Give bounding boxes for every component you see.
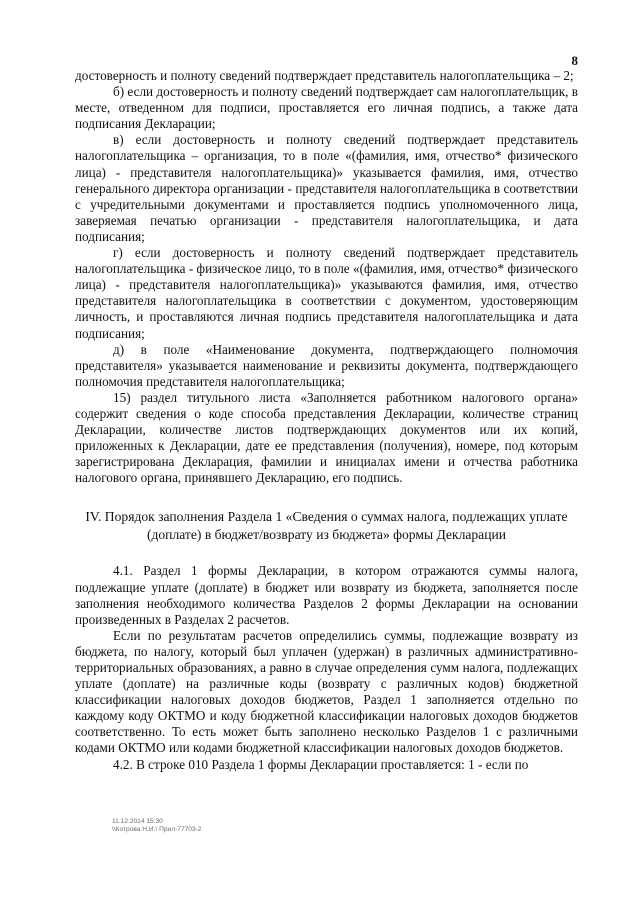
document-footer — [112, 818, 201, 835]
paragraph: достоверность и полноту сведений подтверждает представитель налогоплательщика – 2; — [75, 68, 574, 83]
section-heading: IV. Порядок заполнения Раздела 1 «Сведения о суммах налога, подлежащих уплате (доплате) в бюджет/возврату из бюджета» формы Декларации — [85, 509, 568, 542]
paragraph: 15) раздел титульного листа «Заполняется работником налогового органа» содержит сведения о коде способа представления Декларации, количестве страниц Декларации, количестве листов подтверждающих документов или их копий, приложенных к Декларации, дате ее представления (получения), номере, под которым зарегистрирована Декларация, фамилии и инициалах имени и отчества работника налогового органа, принявшего Декларацию, его подпись. — [75, 389, 578, 486]
paragraph: г) если достоверность и полноту сведений подтверждает представитель налогоплательщика - физическое лицо, то в поле «(фамилия, имя, отчество* физического лица) - представителя налогоплательщика)» указываются фамилия, имя, отчество представителя налогоплательщика в соответствии с документом, удостоверяющим личность, и проставляются личная подпись представителя налогоплательщика и дата подписания; — [75, 245, 578, 341]
page-number: 8 — [571, 53, 578, 68]
paragraph: д) в поле «Наименование документа, подтверждающего полномочия представителя» указывается наименование и реквизиты документа, подтверждающего полномочия представителя налогоплательщика; — [75, 341, 578, 389]
paragraph: б) если достоверность и полноту сведений подтверждает сам налогоплательщик, в месте, отведенном для подписи, проставляется его личная подпись, а также дата подписания Декларации; — [75, 84, 578, 132]
paragraph: Если по результатам расчетов определились суммы, подлежащие возврату из бюджета, по налогу, который был уплачен (удержан) в различных административно-территориальных образованиях, а равно в случае определения сумм налога, подлежащих уплате (доплате) на различные коды (возврату с различных кодов) бюджетной классификации налоговых доходов бюджетов, Раздел 1 заполняется отдельно по каждому коду ОКТМО и коду бюджетной классификации налоговых доходов бюджетов соответственно. То есть может быть заполнено несколько Разделов 1 с различными кодами ОКТМО или кодами бюджетной классификации налоговых доходов бюджетов. — [75, 627, 578, 756]
document-body — [75, 68, 578, 773]
footer-file-path: \\Котрова Н.И.\ Прил-77703-2 — [112, 826, 202, 834]
paragraph: в) если достоверность и полноту сведений подтверждает представитель налогоплательщика – организация, то в поле «(фамилия, имя, отчество* физического лица) - представителя налогоплательщика)» указывается фамилия, имя, отчество генерального директора организации - представителя налогоплательщика в соответствии с учредительными документами и проставляется подпись уполномоченного лица, заверяемая печатью организации - представителя налогоплательщика, и дата подписания; — [75, 132, 578, 244]
footer-timestamp: 11.12.2014 15:30 — [112, 818, 163, 825]
paragraph: 4.2. В строке 010 Раздела 1 формы Декларации проставляется: 1 - если по — [113, 756, 529, 772]
paragraph: 4.1. Раздел 1 формы Декларации, в котором отражаются суммы налога, подлежащие уплате (доплате) в бюджет или возврату из бюджета, заполняется после заполнения необходимого количества Разделов 2 формы Декларации на основании произведенных в Разделах 2 расчетов. — [75, 563, 578, 627]
